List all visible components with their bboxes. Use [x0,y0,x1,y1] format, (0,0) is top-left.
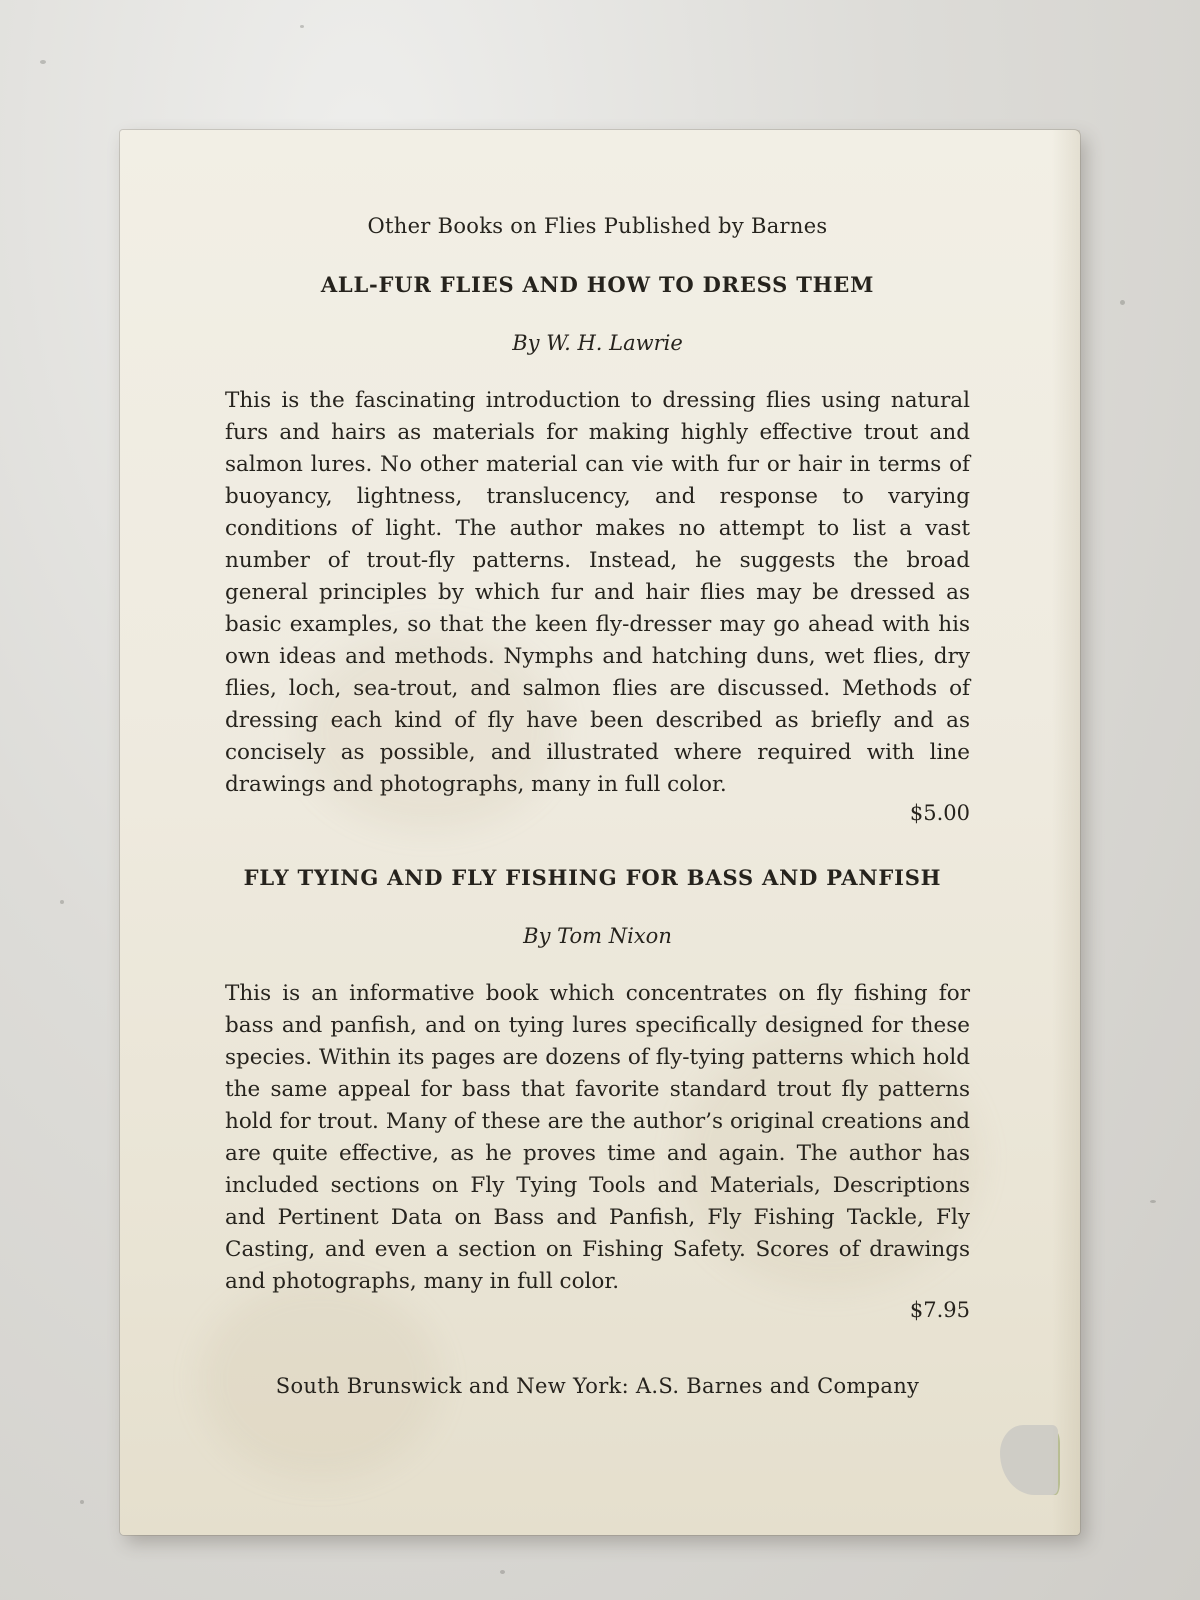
publisher-line: South Brunswick and New York: A.S. Barnes and Company [275,1374,920,1398]
torn-corner [1000,1425,1058,1495]
book-author-2: By Tom Nixon [523,924,672,948]
surface-speck [1120,300,1125,305]
jacket-heading: Other Books on Flies Published by Barnes [367,214,828,238]
surface-speck [80,1500,84,1504]
book-price-1: $5.00 [909,801,970,825]
book-title-2: FLY TYING AND FLY FISHING FOR BASS AND PANFISH [243,865,942,890]
surface-speck [60,900,64,904]
surface-speck [1150,1200,1156,1203]
surface-speck [300,25,304,28]
book-description-2: This is an informative book which concentrates on fly fishing for bass and panfish, and on tying lures specifically designed for these species. Within its pages are dozens of fly-tying patterns which hold the same appeal for bass that favorite standard trout fly patterns hold for trout. Many of these are the author’s original creations and are quite effective, as he proves time and again. The author has included sections on Fly Tying Tools and Materials, Descriptions and Pertinent Data on Bass and Panfish, Fly Fishing Tackle, Fly Casting, and even a section on Fishing Safety. Scores of drawings and photographs, many in full color. [225,981,970,1294]
surface-speck [40,60,46,64]
book-author-1: By W. H. Lawrie [512,331,683,355]
book-dust-jacket-back [120,130,1080,1535]
jacket-text [225,202,970,1398]
book-title-1: ALL-FUR FLIES AND HOW TO DRESS THEM [320,272,875,297]
book-description-1: This is the fascinating introduction to dressing flies using natural furs and hairs as materials for making highly effective trout and salmon lures. No other material can vie with fur or hair in terms of buoyancy, lightness, translucency, and response to varying conditions of light. The author makes no attempt to list a vast number of trout-fly patterns. Instead, he suggests the broad general principles by which fur and hair flies may be dressed as basic examples, so that the keen fly-dresser may go ahead with his own ideas and methods. Nymphs and hatching duns, wet flies, dry flies, loch, sea-trout, and salmon flies are discussed. Methods of dressing each kind of fly have been described as briefly and as concisely as possible, and illustrated where required with line drawings and photographs, many in full color. [225,388,970,797]
surface-speck [500,1570,505,1574]
book-price-2: $7.95 [909,1298,970,1322]
